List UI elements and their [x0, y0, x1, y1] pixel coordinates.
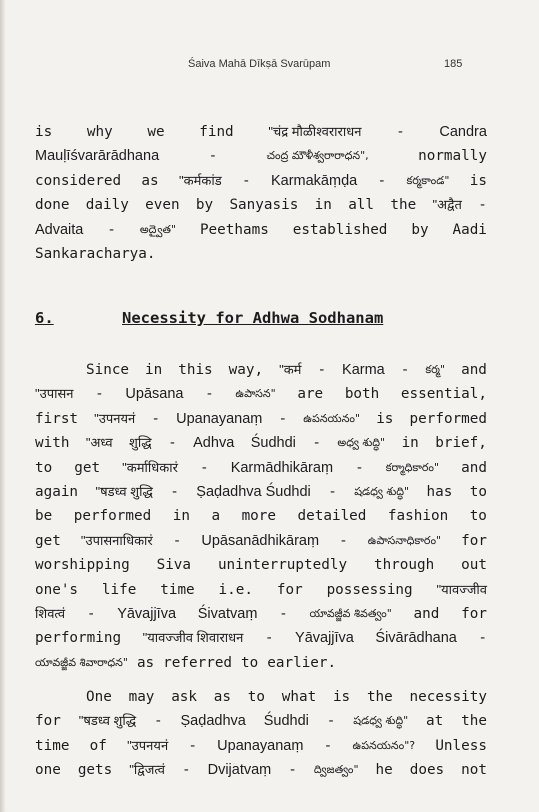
word: Candra [439, 124, 487, 140]
word: time [160, 581, 195, 598]
word: - [288, 762, 297, 779]
word: out [461, 557, 487, 574]
word: - [396, 124, 405, 140]
word: - [478, 630, 487, 647]
word: of [89, 737, 107, 754]
word: at [426, 713, 444, 730]
word: for [461, 606, 487, 623]
word: for [276, 581, 303, 598]
word: is [332, 689, 351, 705]
word: Upāsana [125, 386, 184, 403]
word: are [297, 386, 324, 403]
word: "अध्व [85, 435, 113, 451]
text-line [35, 709, 487, 733]
word: for [461, 532, 487, 549]
word: కర్మ" [425, 363, 446, 376]
word: brief, [435, 435, 487, 452]
word: "कर्मकांड [178, 172, 222, 188]
word: కర్మకాండ" [406, 173, 450, 187]
text-line [35, 407, 487, 431]
word: Yāvajjīva [117, 606, 177, 623]
word: is [376, 410, 394, 427]
word: i.e. [218, 581, 253, 598]
word: the [461, 713, 487, 730]
text-line [35, 602, 487, 626]
text-line [35, 578, 487, 602]
word: Śivārādhana [375, 630, 457, 647]
word: and [461, 459, 487, 476]
word: to [469, 484, 487, 501]
word: Upanayanaṃ [217, 737, 304, 754]
section-number: 6. [35, 309, 54, 327]
word: - [86, 606, 96, 623]
word: daily [85, 197, 129, 214]
word: has [426, 484, 453, 501]
word: necessity [409, 689, 487, 705]
word: a [211, 508, 221, 525]
word: "उपनयनं [94, 410, 136, 426]
word: does [409, 762, 445, 779]
word: - [188, 737, 197, 754]
word: Siva [156, 557, 192, 574]
text-line [35, 553, 487, 577]
word: is [469, 172, 487, 189]
word: "अद्वैत [432, 197, 462, 213]
word: - [95, 386, 104, 403]
text-line [35, 169, 487, 193]
word: Ṣaḍadhva Śudhdi [196, 484, 311, 501]
text-line [35, 144, 487, 168]
word: to [241, 654, 259, 671]
text-line [35, 193, 487, 217]
word: "यावज्जीव शिवाराधन [142, 630, 244, 646]
word: find [199, 124, 234, 140]
word: Dvijatvaṃ [207, 762, 272, 779]
word: one [35, 762, 61, 779]
word: "यावज्जीव [436, 581, 487, 597]
word: - [377, 172, 387, 189]
word: to [469, 508, 487, 525]
word: and [461, 362, 487, 378]
word: Sanyasis [229, 197, 299, 214]
word: - [312, 435, 321, 452]
word: essential, [400, 386, 487, 403]
word: more [241, 508, 277, 525]
text-line [35, 480, 487, 504]
word: Śivatvaṃ [197, 606, 258, 623]
word: in [172, 508, 190, 525]
word: worshipping [35, 557, 130, 574]
word: - [242, 172, 251, 189]
word: ఉపాసనాధికారం" [367, 533, 442, 547]
word: Karmādhikāraṃ [230, 459, 334, 476]
word: normally [418, 148, 487, 165]
word: even [145, 197, 180, 214]
text-line [35, 529, 487, 553]
word: what [281, 689, 317, 705]
word: ఉపనయనం"? [352, 738, 416, 752]
word: in [145, 362, 163, 378]
word: again [35, 484, 79, 501]
word: - [172, 532, 182, 549]
text-line [35, 626, 487, 650]
word: with [35, 435, 70, 452]
word: first [35, 410, 79, 427]
page-edge [0, 0, 6, 812]
word: get [35, 532, 61, 549]
section-title: Necessity for Adhwa Sodhanam [122, 309, 384, 327]
word: - [208, 148, 218, 165]
word: may [128, 689, 155, 705]
word: for [35, 713, 61, 730]
word: life [101, 581, 137, 598]
word: - [200, 459, 209, 476]
word: considered [35, 172, 122, 189]
word: not [461, 762, 487, 779]
text-line [35, 218, 487, 242]
word: Karmakāṃḍa [270, 172, 358, 189]
word: - [326, 713, 336, 730]
word: through [373, 557, 435, 574]
text-line [35, 431, 487, 455]
word: Advaita [35, 221, 84, 238]
text-line [35, 651, 487, 675]
word: as [141, 172, 159, 189]
word: uninterruptedly [217, 557, 348, 574]
word: earlier. [267, 654, 337, 671]
word: performed [73, 508, 152, 525]
word: One [86, 689, 112, 705]
word: by [195, 197, 214, 214]
word: performed [409, 410, 487, 427]
word: Since [86, 362, 130, 378]
word: "उपनयनं [127, 737, 169, 753]
word: Ṣaḍadhva [180, 713, 246, 730]
word: యావజ్జీవ శివారాధన" [35, 655, 128, 669]
text-line [35, 120, 487, 144]
word: "षडध्व शुद्धि [78, 713, 137, 729]
word: referred [163, 654, 233, 671]
word: ask [171, 689, 198, 705]
word: the [390, 197, 417, 214]
word: - [355, 459, 364, 476]
word: to [247, 689, 265, 705]
word: and [413, 606, 440, 623]
word: కర్మాధికారం" [385, 460, 440, 474]
word: this [178, 362, 213, 378]
word: all [348, 197, 375, 214]
word: - [278, 410, 288, 427]
word: is [35, 124, 53, 140]
word: Śudhdi [250, 435, 296, 452]
word: Peethams [199, 221, 269, 238]
word: Sankaracharya. [35, 246, 156, 263]
word: - [328, 484, 337, 501]
word: "द्विजत्वं [129, 762, 166, 778]
word: time [35, 737, 70, 754]
word: in [401, 435, 419, 452]
word: Mauḷīśvarārādhana [35, 148, 160, 165]
word: be [35, 508, 53, 525]
word: both [344, 386, 380, 403]
word: ఉపనయనం" [303, 411, 361, 425]
word: the [366, 689, 393, 705]
word: - [478, 197, 487, 214]
word: - [151, 410, 160, 427]
text-line [35, 758, 487, 782]
word: get [74, 459, 101, 476]
paragraph-3 [35, 685, 487, 783]
text-line [35, 242, 487, 266]
word: performing [35, 630, 122, 647]
word: Yāvajjīva [295, 630, 354, 647]
word: "कर्म [279, 362, 302, 377]
word: Adhva [193, 435, 235, 452]
word: Śudhdi [263, 713, 309, 730]
word: షడధ్వ శుద్ధి" [354, 485, 410, 499]
word: - [339, 532, 348, 549]
word: Upanayanaṃ [176, 410, 263, 427]
word: detailed [297, 508, 367, 525]
word: we [147, 124, 165, 140]
word: as [136, 654, 155, 671]
word: established [292, 221, 388, 238]
word: done [35, 197, 70, 214]
word: - [170, 484, 179, 501]
word: gets [77, 762, 113, 779]
word: - [205, 386, 214, 403]
word: - [154, 713, 163, 730]
word: Karma [342, 362, 385, 378]
word: - [323, 737, 333, 754]
word: शिवत्वं [35, 606, 66, 622]
word: "कर्माधिकारं [122, 459, 178, 475]
word: - [182, 762, 191, 779]
word: to [35, 459, 53, 476]
word: ద్విజత్వం" [313, 763, 359, 777]
word: "उपासनाधिकारं [80, 532, 153, 548]
text-line [35, 685, 487, 709]
text-line [35, 382, 487, 406]
text-line [35, 734, 487, 758]
word: "चंद्र मौळीश्वराराधन [268, 124, 362, 139]
paragraph-1 [35, 120, 487, 266]
word: "उपासन [35, 386, 74, 402]
page-number: 185 [444, 58, 463, 70]
word: - [400, 362, 410, 378]
word: why [86, 124, 113, 140]
word: one's [35, 581, 79, 598]
word: షడధ్వ శుద్ధి" [353, 714, 409, 728]
text-line [35, 358, 487, 382]
word: Aadi [452, 221, 487, 238]
word: - [264, 630, 274, 647]
text-line [35, 504, 487, 528]
text-line [35, 456, 487, 480]
word: - [107, 221, 116, 238]
word: ఉపాసన" [235, 387, 276, 401]
word: Unless [435, 737, 487, 754]
word: - [279, 606, 288, 623]
word: - [168, 435, 177, 452]
word: शुद्धि [129, 435, 152, 451]
word: - [317, 362, 327, 378]
paragraph-2 [35, 358, 487, 675]
word: as [213, 689, 231, 705]
word: in [314, 197, 332, 214]
running-title: Śaiva Mahā Dīkṣā Svarūpam [188, 58, 331, 70]
word: he [375, 762, 393, 779]
word: fashion [387, 508, 449, 525]
word: అధ్వ శుద్ధి" [337, 436, 386, 450]
word: యావజ్జీవ శివత్వం" [309, 607, 392, 621]
word: by [411, 221, 429, 238]
word: Upāsanādhikāraṃ [201, 532, 320, 549]
word: చంద్ర మౌళీశ్వరారాధన", [266, 149, 369, 163]
word: way, [228, 362, 264, 378]
word: అద్వైత" [139, 222, 177, 236]
word: possessing [326, 581, 413, 598]
word: "षडध्व शुद्धि [95, 484, 153, 500]
